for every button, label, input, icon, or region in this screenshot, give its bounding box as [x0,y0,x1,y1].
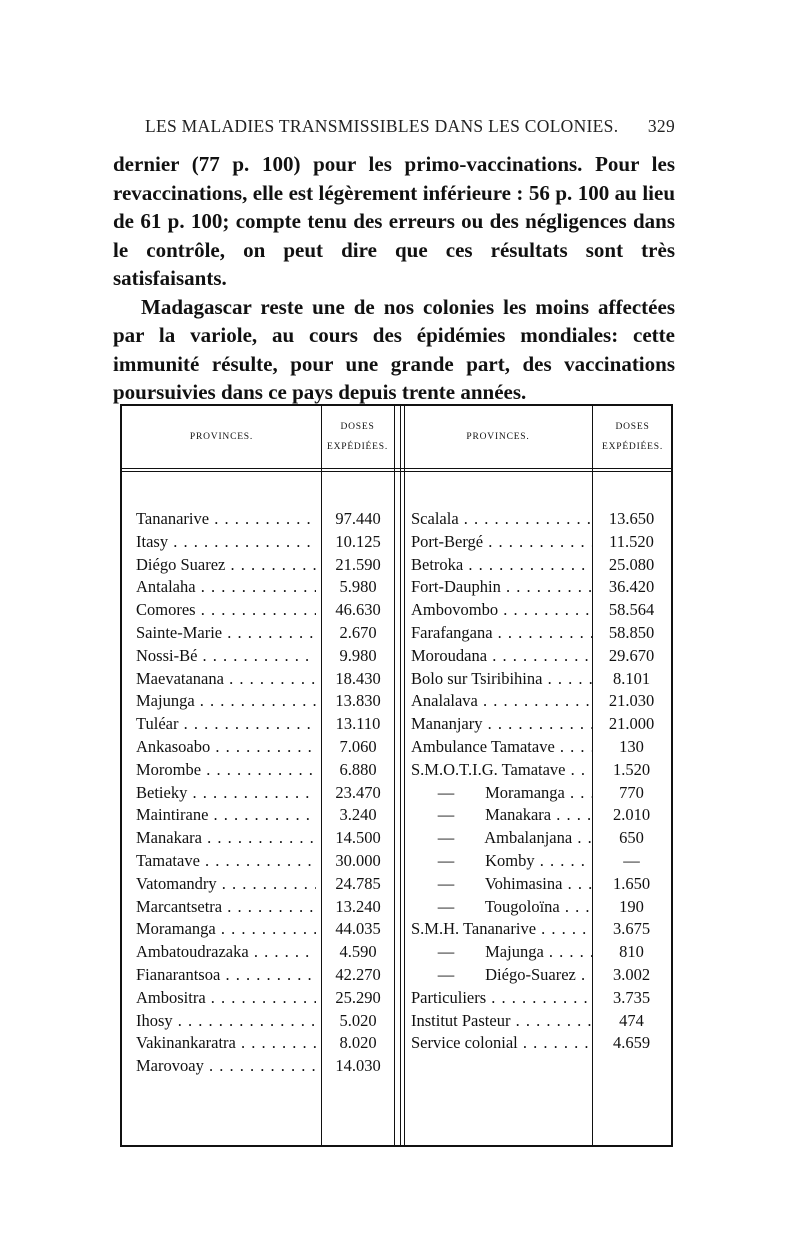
province-name-left: Maevatanana . . . [136,668,316,691]
running-title: LES MALADIES TRANSMISSIBLES DANS LES COLONIES. [145,116,619,136]
province-name-right: Institut Pasteur . . . [411,1010,593,1033]
doses-right: 21.030 [608,691,655,711]
province-name-right: Particuliers . . . [411,987,593,1010]
province-name-right: — Tougoloïna . . . [411,896,593,919]
doses-right: 13.650 [608,509,655,528]
province-name-right: Bolo sur Tsiribihina . . . [411,668,593,691]
table-row [122,1055,671,1078]
doses-left: 97.440 [335,509,381,528]
paragraph-1: dernier (77 p. 100) pour les primo-vaccinations. Pour les revaccinations, elle est légèrement inférieure : 56 p. 100 au lieu de 61 p. 100; compte tenu des erreurs ou des négligences dans le contrôle, on peut dire que ces résultats sont très satisfaisants. [113,152,675,290]
province-name-left: Ambositra . . . [136,987,316,1010]
page-number: 329 [647,116,675,136]
table-row [122,690,671,713]
ditto-dash: — [437,873,455,893]
doses-right: 4.659 [612,1033,651,1053]
doses-right: 3.735 [612,987,651,1007]
table-row [122,1010,671,1033]
province-name-right: Mananjary . . . [411,713,593,736]
doses-left: 3.240 [339,805,377,825]
province-name-left: Vakinankaratra . . . [136,1032,316,1055]
doses-right: 190 [619,896,644,916]
province-name-left: Fianarantsoa . . . [136,964,316,987]
table-row [122,896,671,919]
province-name-right: — Manakara . . . [411,804,593,827]
province-name-right: — Komby . . . [411,850,593,873]
province-name-left: Ihosy . . . [136,1010,316,1033]
ditto-dash: — [437,782,455,802]
doses-right: 2.010 [612,805,651,825]
table-row [122,645,671,668]
doses-left: 14.030 [335,1056,381,1076]
doses-left: 30.000 [335,850,381,870]
province-name-right: Ambulance Tamatave . . . [411,736,593,759]
province-name-left: Maintirane . . . [136,804,316,827]
doses-right: 1.650 [612,873,651,893]
doses-right: 3.002 [612,964,651,984]
province-name-right: — Moramanga . . . [411,782,593,805]
doses-left: 7.060 [339,736,377,756]
table-row [122,576,671,599]
doses-left: 14.500 [335,828,381,848]
doses-left: 5.020 [339,1010,377,1030]
doses-right: 11.520 [609,531,654,551]
province-name-right: S.M.H. Tananarive . . . [411,918,593,941]
table-row [122,918,671,941]
table-row [122,782,671,805]
table-row [122,987,671,1010]
province-name-left: Manakara . . . [136,827,316,850]
province-name-left: Tananarive . . . [136,508,316,531]
doses-right: 3.675 [612,919,651,939]
table-row [122,850,671,873]
table-row [122,759,671,782]
province-name-left: Tamatave . . . [136,850,316,873]
table-row [122,622,671,645]
doses-right: 770 [619,782,644,802]
province-name-left: Betieky . . . [136,782,316,805]
doses-right: 36.420 [608,577,655,597]
header-provinces-left: PROVINCES. [189,432,254,442]
province-name-left: Majunga . . . [136,690,316,713]
province-name-left: Morombe . . . [136,759,316,782]
table-row [122,599,671,622]
province-name-right: Service colonial . . . [411,1032,593,1055]
doses-left: 5.980 [339,577,377,597]
province-name-left: Ambatoudrazaka . . . [136,941,316,964]
doses-left: 6.880 [339,759,377,779]
ditto-dash: — [437,828,455,848]
paragraph-2: Madagascar reste une de nos colonies les moins affectées par la variole, au cours des épidémies mondiales: cette immunité résulte, pour une grande part, des vaccinations poursuivies dans ce pays depuis trente années. [113,294,675,404]
header-doses-left: DOSES EXPÉDIÉES. [326,422,389,452]
table-row [122,804,671,827]
province-name-left: Vatomandry . . . [136,873,316,896]
province-name-left: Nossi-Bé . . . [136,645,316,668]
doses-right: 21.000 [608,714,655,734]
doses-left: 9.980 [339,645,377,665]
province-name-right: S.M.O.T.I.G. Tamatave . . . [411,759,593,782]
province-name-left: Marovoay . . . [136,1055,316,1078]
table-body [122,508,671,1078]
province-name-left: Moramanga . . . [136,918,316,941]
ditto-dash: — [437,964,455,984]
province-name-right [411,1055,593,1078]
province-name-left: Antalaha . . . [136,576,316,599]
table-row [122,713,671,736]
ditto-dash: — [437,805,455,825]
doses-left: 10.125 [335,531,381,551]
province-name-left: Tuléar . . . [136,713,316,736]
doses-left: 44.035 [335,919,381,939]
doses-right: 8.101 [612,668,651,688]
doses-left: 23.470 [335,782,381,802]
table-row [122,1032,671,1055]
province-name-right: Port-Bergé . . . [411,531,593,554]
table-row [122,941,671,964]
doses-right: 650 [619,828,644,848]
header-rule [122,468,671,472]
province-name-right: Moroudana . . . [411,645,593,668]
doses-left: 25.290 [335,987,381,1007]
province-name-right: Fort-Dauphin . . . [411,576,593,599]
doses-left: 8.020 [339,1033,377,1053]
province-name-left: Ankasoabo . . . [136,736,316,759]
province-name-right: — Diégo-Suarez . . . [411,964,593,987]
province-name-left: Itasy . . . [136,531,316,554]
doses-left: 13.830 [335,691,381,711]
doses-left: 46.630 [335,600,381,620]
doses-left: 2.670 [339,622,377,642]
body-text [113,150,675,407]
doses-left: 42.270 [335,964,381,984]
doses-right: 25.080 [608,554,655,574]
province-name-left: Comores . . . [136,599,316,622]
doses-right: 58.564 [608,600,655,620]
doses-left: 13.110 [335,714,381,734]
doses-right [594,1055,669,1078]
table-row [122,508,671,531]
province-name-right: Farafangana . . . [411,622,593,645]
ditto-dash: — [437,896,455,916]
province-name-right: Betroka . . . [411,554,593,577]
doses-left: 24.785 [335,873,381,893]
doses-right: 1.520 [612,759,651,779]
province-name-right: Scalala . . . [411,508,593,531]
header-provinces-right: PROVINCES. [466,432,530,442]
running-header [145,116,675,137]
doses-right: 810 [619,942,644,962]
province-name-left: Sainte-Marie . . . [136,622,316,645]
table-row [122,873,671,896]
doses-right: 29.670 [608,645,655,665]
doses-left: 4.590 [339,942,377,962]
doses-left: 21.590 [335,554,381,574]
doses-right: 58.850 [608,622,655,642]
table-row [122,736,671,759]
header-doses-right: DOSES EXPÉDIÉES. [601,422,664,452]
table-row [122,827,671,850]
province-name-right: — Ambalanjana . . . [411,827,593,850]
vaccination-table [120,404,673,1147]
province-name-right: — Majunga . . . [411,941,593,964]
province-name-right: Analalava . . . [411,690,593,713]
table-row [122,964,671,987]
province-name-left: Diégo Suarez . . . [136,554,316,577]
ditto-dash: — [437,850,455,870]
doses-left: 18.430 [335,668,381,688]
province-name-right: — Vohimasina . . . [411,873,593,896]
table-row [122,668,671,691]
doses-right: 130 [619,736,644,756]
province-name-right: Ambovombo . . . [411,599,593,622]
doses-right: 474 [619,1010,644,1030]
doses-left: 13.240 [335,896,381,916]
table-row [122,531,671,554]
province-name-left: Marcantsetra . . . [136,896,316,919]
ditto-dash: — [437,942,455,962]
doses-right: — [623,850,640,870]
table-row [122,554,671,577]
